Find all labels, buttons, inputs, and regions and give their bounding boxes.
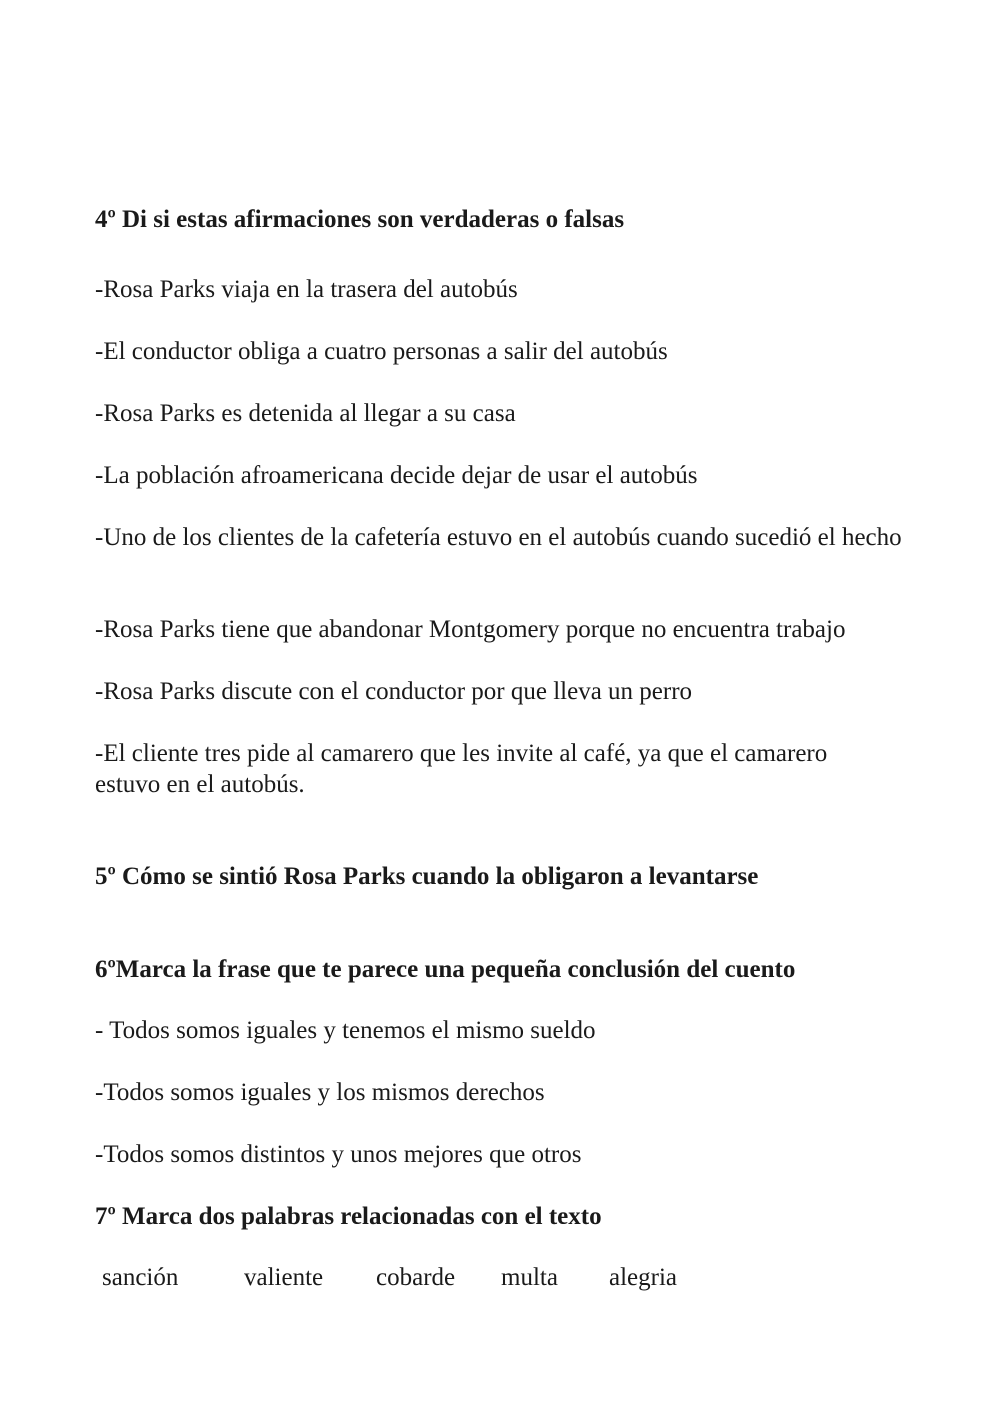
q5-heading: 5º Cómo se sintió Rosa Parks cuando la obligaron a levantarse	[95, 863, 759, 890]
q7-heading: 7º Marca dos palabras relacionadas con el texto	[95, 1203, 602, 1230]
q7-word-option[interactable]: valiente	[244, 1264, 324, 1291]
q4-statement[interactable]: -Rosa Parks discute con el conductor por que lleva un perro	[95, 678, 693, 705]
q6-option[interactable]: -Todos somos iguales y los mismos derechos	[95, 1079, 545, 1106]
q7-word-option[interactable]: sanción	[102, 1264, 179, 1291]
q4-statement[interactable]: -El cliente tres pide al camarero que les invite al café, ya que el camarero estuvo en el autobús.	[95, 740, 828, 798]
q4-statement[interactable]: -La población afroamericana decide dejar de usar el autobús	[95, 462, 698, 489]
q4-statement[interactable]: -Rosa Parks es detenida al llegar a su casa	[95, 400, 516, 427]
q7-word-option[interactable]: cobarde	[376, 1264, 456, 1291]
q6-option[interactable]: -Todos somos distintos y unos mejores que otros	[95, 1141, 582, 1168]
q7-word-option[interactable]: multa	[501, 1264, 558, 1291]
q7-word-option[interactable]: alegria	[609, 1264, 678, 1291]
q6-heading: 6ºMarca la frase que te parece una pequeña conclusión del cuento	[95, 956, 796, 983]
q6-option[interactable]: - Todos somos iguales y tenemos el mismo sueldo	[95, 1017, 596, 1044]
q4-statement[interactable]: -El conductor obliga a cuatro personas a salir del autobús	[95, 338, 668, 365]
q4-statement[interactable]: -Rosa Parks viaja en la trasera del autobús	[95, 276, 518, 303]
q4-statement[interactable]: -Uno de los clientes de la cafetería estuvo en el autobús cuando sucedió el hecho	[95, 524, 902, 551]
q7-word-options	[0, 1262, 1000, 1293]
q4-heading: 4º Di si estas afirmaciones son verdaderas o falsas	[95, 206, 625, 233]
q4-statement[interactable]: -Rosa Parks tiene que abandonar Montgomery porque no encuentra trabajo	[95, 616, 846, 643]
